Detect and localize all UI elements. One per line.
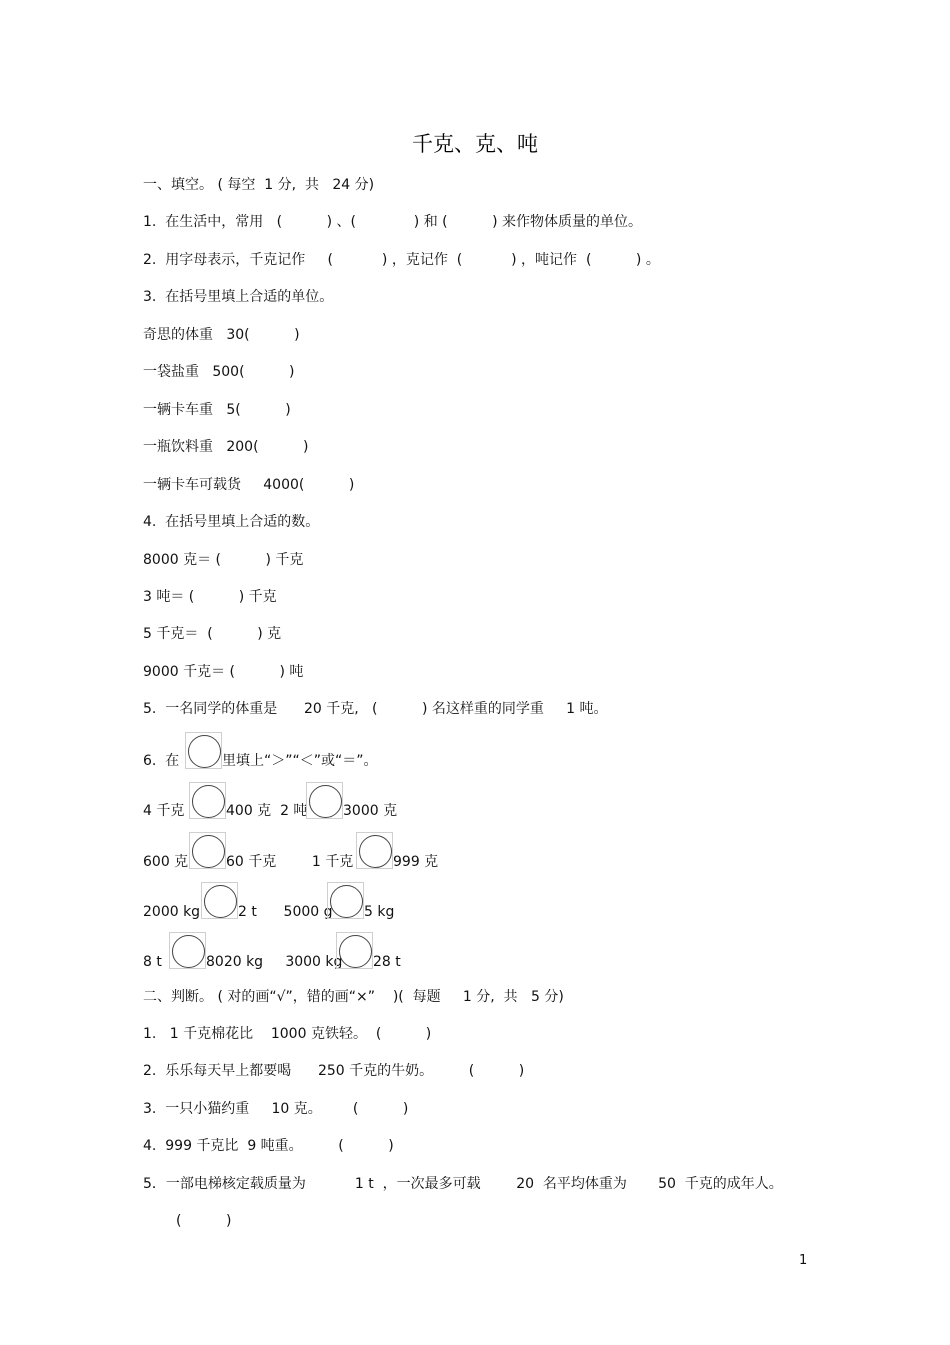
q6-row2-right: 999 克 (393, 854, 439, 870)
q6-row1-mid: 400 克 2 吨 (226, 803, 308, 819)
q6-row3-mid: 2 t 5000 g (238, 904, 333, 920)
q6-row4-right: 28 t (373, 954, 401, 970)
compare-circle-icon[interactable] (339, 935, 372, 968)
q6-row1-left: 4 千克 (143, 803, 185, 819)
q6-row3-left: 2000 kg (143, 904, 201, 920)
q3-item: 一辆卡车重 5( ) (143, 402, 291, 418)
compare-circle-icon[interactable] (359, 835, 392, 868)
q3-item: 一瓶饮料重 200( ) (143, 439, 309, 455)
compare-circle-icon[interactable] (188, 735, 221, 768)
q4-item: 5 千克＝ ( ) 克 (143, 626, 282, 642)
q3-item: 奇思的体重 30( ) (143, 327, 300, 343)
judge-item-5-answer: ( ) (176, 1213, 232, 1229)
q6-row3-right: 5 kg (364, 904, 395, 920)
compare-circle-icon[interactable] (204, 885, 237, 918)
judge-item: 3. 一只小猫约重 10 克。 ( ) (143, 1101, 409, 1117)
section-1-heading: 一、填空。 ( 每空 1 分, 共 24 分) (143, 177, 375, 193)
judge-item: 1. 1 千克棉花比 1000 克铁轻。 ( ) (143, 1026, 432, 1042)
compare-circle-icon[interactable] (192, 835, 225, 868)
question-1: 1. 在生活中，常用 ( ) 、( ) 和 ( ) 来作物体质量的单位。 (143, 214, 643, 230)
q6-row4-left: 8 t (143, 954, 162, 970)
question-3: 3. 在括号里填上合适的单位。 (143, 289, 334, 305)
judge-item: 4. 999 千克比 9 吨重。 ( ) (143, 1138, 394, 1154)
q4-item: 3 吨＝ ( ) 千克 (143, 589, 277, 605)
q4-item: 8000 克＝ ( ) 千克 (143, 552, 304, 568)
q3-item: 一辆卡车可载货 4000( ) (143, 477, 355, 493)
page-title: 千克、克、吨 (412, 132, 538, 156)
q6-row4-mid: 8020 kg 3000 kg (206, 954, 343, 970)
compare-circle-icon[interactable] (172, 935, 205, 968)
q6-row2-left: 600 克 (143, 854, 189, 870)
compare-circle-icon[interactable] (330, 885, 363, 918)
question-6-text: 里填上“＞”“＜”或“＝”。 (222, 753, 378, 769)
q3-item: 一袋盐重 500( ) (143, 364, 295, 380)
q6-row2-mid: 60 千克 1 千克 (226, 854, 354, 870)
judge-item: 5．一部电梯核定载质量为 1 t ，一次最多可载 20 名平均体重为 50 千克的成年人。 (143, 1176, 783, 1192)
question-6-prefix: 6. 在 (143, 753, 180, 769)
page-number: 1 (799, 1253, 808, 1268)
judge-item: 2. 乐乐每天早上都要喝 250 千克的牛奶。 ( ) (143, 1063, 525, 1079)
compare-circle-icon[interactable] (192, 785, 225, 818)
section-2-heading: 二、判断。 ( 对的画“√”，错的画“×” )( 每题 1 分, 共 5 分) (143, 989, 564, 1005)
question-5: 5. 一名同学的体重是 20 千克, ( ) 名这样重的同学重 1 吨。 (143, 701, 608, 717)
question-2: 2. 用字母表示，千克记作 ( ) ，克记作 ( ) ，吨记作 ( ) 。 (143, 252, 660, 268)
q4-item: 9000 千克＝ ( ) 吨 (143, 664, 304, 680)
question-4: 4. 在括号里填上合适的数。 (143, 514, 320, 530)
compare-circle-icon[interactable] (309, 785, 342, 818)
q6-row1-right: 3000 克 (343, 803, 398, 819)
